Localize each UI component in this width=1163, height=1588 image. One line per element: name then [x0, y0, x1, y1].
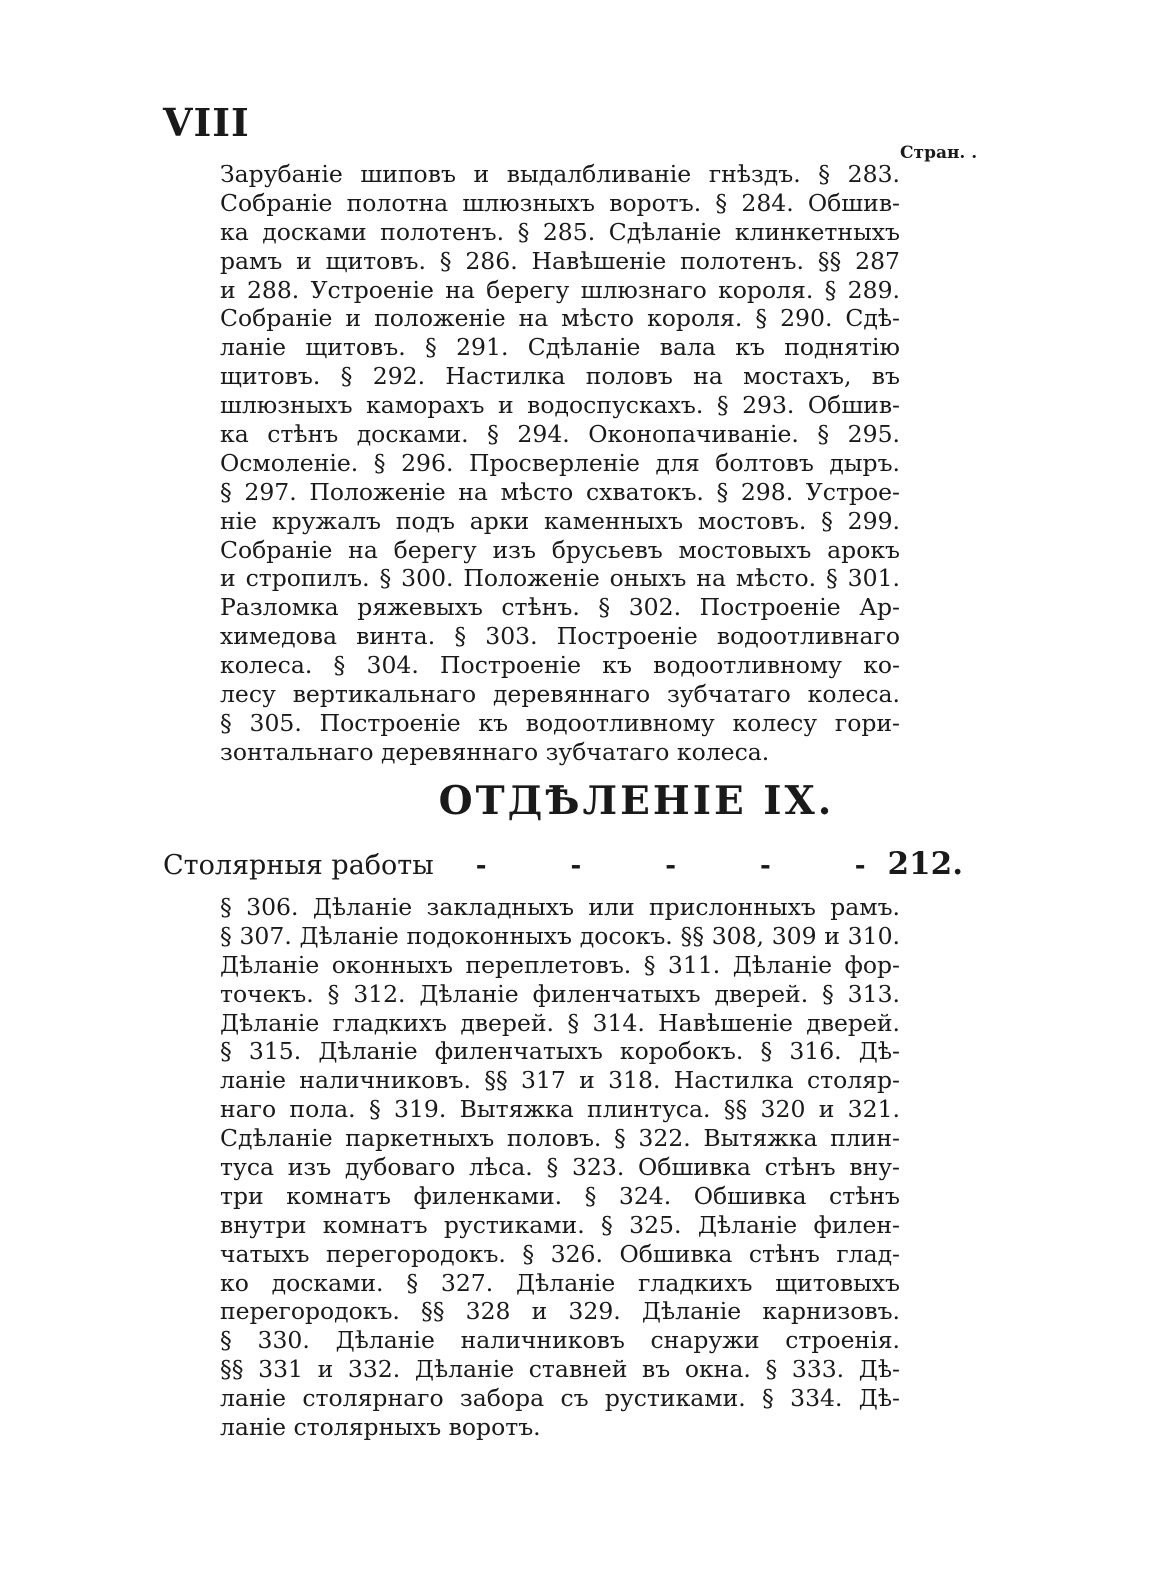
text-line: § 307. Дѣланіе подоконныхъ досокъ. §§ 308, 309 и 310. [220, 921, 900, 950]
text-line: внутри комнатъ рустиками. § 325. Дѣланіе филен- [220, 1210, 900, 1239]
text-line: рамъ и щитовъ. § 286. Навѣшеніе полотенъ. §§ 287 [220, 246, 900, 275]
text-line: Собраніе на берегу изъ брусьевъ мостовыхъ арокъ [220, 535, 900, 564]
text-line: ка досками полотенъ. § 285. Сдѣланіе клинкетныхъ [220, 217, 900, 246]
text-line: ко досками. § 327. Дѣланіе гладкихъ щитовыхъ [220, 1268, 900, 1297]
section-heading: ОТДѢЛЕНІЕ IX. [438, 778, 835, 824]
text-line: ланіе наличниковъ. §§ 317 и 318. Настилка столяр- [220, 1066, 900, 1095]
text-line: § 306. Дѣланіе закладныхъ или прислонныхъ рамъ. [220, 893, 900, 921]
text-line: перегородокъ. §§ 328 и 329. Дѣланіе карнизовъ. [220, 1297, 900, 1326]
text-line: туса изъ дубоваго лѣса. § 323. Обшивка стѣнъ вну- [220, 1153, 900, 1182]
text-line: точекъ. § 312. Дѣланіе филенчатыхъ дверей. § 313. [220, 979, 900, 1008]
text-line: Разломка ряжевыхъ стѣнъ. § 302. Построеніе Ар- [220, 593, 900, 622]
toc-entry-title: Столярныя работы [163, 850, 434, 881]
leader-dot: - [475, 851, 487, 881]
text-line: и 288. Устроеніе на берегу шлюзнаго короля. § 289. [220, 275, 900, 304]
text-line: Собраніе и положеніе на мѣсто короля. § 290. Сдѣ- [220, 304, 900, 333]
text-line: ка стѣнъ досками. § 294. Оконопачиваніе. § 295. [220, 420, 900, 449]
text-line: три комнатъ филенками. § 324. Обшивка стѣнъ [220, 1181, 900, 1210]
text-line: Собраніе полотна шлюзныхъ воротъ. § 284. Обшив- [220, 188, 900, 217]
text-line: чатыхъ перегородокъ. § 326. Обшивка стѣнъ глад- [220, 1239, 900, 1268]
leader-dot: - [854, 851, 866, 881]
text-line: лесу вертикальнаго деревяннаго зубчатаго колеса. [220, 680, 900, 709]
text-line: ніе кружалъ подъ арки каменныхъ мостовъ. § 299. [220, 506, 900, 535]
contents-block-section-8 [220, 160, 900, 767]
text-line: § 305. Построеніе къ водоотливному колесу гори- [220, 708, 900, 737]
text-line: Зарубаніе шиповъ и выдалбливаніе гнѣздъ. § 283. [220, 160, 900, 188]
toc-entry [163, 846, 963, 886]
toc-leader-dots [434, 851, 888, 881]
text-line: § 330. Дѣланіе наличниковъ снаружи строенія. [220, 1326, 900, 1355]
text-line: наго пола. § 319. Вытяжка плинтуса. §§ 320 и 321. [220, 1095, 900, 1124]
text-line: шлюзныхъ каморахъ и водоспускахъ. § 293. Обшив- [220, 391, 900, 420]
text-line: ланіе столярныхъ воротъ. [220, 1413, 541, 1442]
text-line: колеса. § 304. Построеніе къ водоотливному ко- [220, 651, 900, 680]
text-line: зонтальнаго деревяннаго зубчатаго колеса. [220, 737, 770, 766]
toc-entry-page: 212. [887, 846, 963, 882]
text-line: Сдѣланіе паркетныхъ половъ. § 322. Вытяжка плин- [220, 1124, 900, 1153]
text-line: Дѣланіе оконныхъ переплетовъ. § 311. Дѣланіе фор- [220, 950, 900, 979]
text-line: ланіе щитовъ. § 291. Сдѣланіе вала къ поднятію [220, 333, 900, 362]
text-line: ланіе столярнаго забора съ рустиками. § 334. Дѣ- [220, 1384, 900, 1413]
text-line: щитовъ. § 292. Настилка половъ на мостахъ, въ [220, 362, 900, 391]
contents-block-section-9 [220, 893, 900, 1442]
page-number: VIII [163, 100, 250, 145]
text-line: химедова винта. § 303. Построеніе водоотливнаго [220, 622, 900, 651]
text-line: § 315. Дѣланіе филенчатыхъ коробокъ. § 316. Дѣ- [220, 1037, 900, 1066]
text-line: Осмоленіе. § 296. Просверленіе для болтовъ дыръ. [220, 448, 900, 477]
page-column-label: Стран. . [900, 143, 978, 163]
leader-dot: - [665, 851, 677, 881]
text-line: и стропилъ. § 300. Положеніе оныхъ на мѣсто. § 301. [220, 564, 900, 593]
text-line: Дѣланіе гладкихъ дверей. § 314. Навѣшеніе дверей. [220, 1008, 900, 1037]
text-line: § 297. Положеніе на мѣсто схватокъ. § 298. Устрое- [220, 477, 900, 506]
leader-dot: - [759, 851, 771, 881]
leader-dot: - [570, 851, 582, 881]
text-line: §§ 331 и 332. Дѣланіе ставней въ окна. § 333. Дѣ- [220, 1355, 900, 1384]
